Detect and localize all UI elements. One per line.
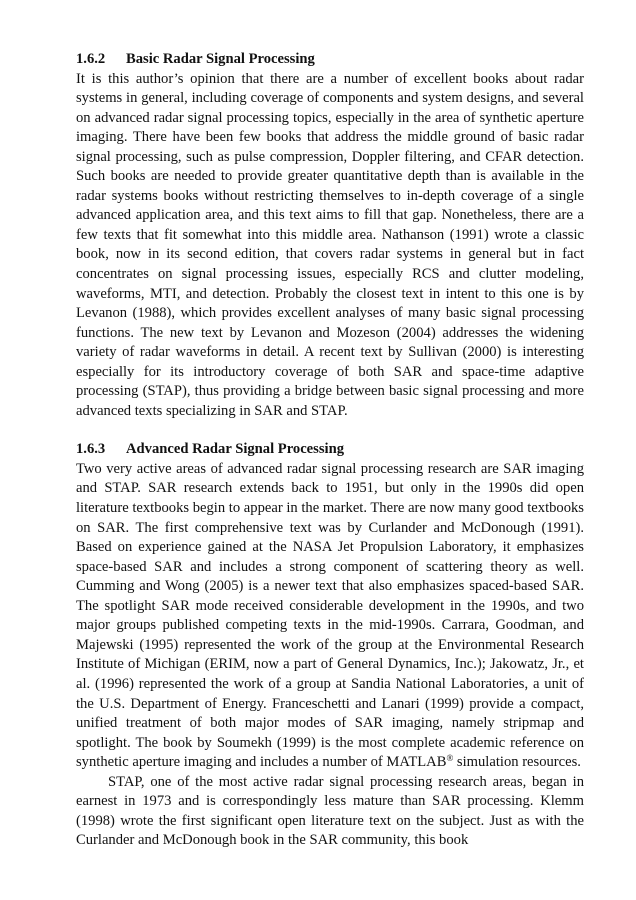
section-spacer [76, 421, 584, 440]
paragraph-advanced-processing [76, 460, 584, 773]
section-number: 1.6.3 [76, 441, 106, 458]
section-number: 1.6.2 [76, 51, 106, 67]
paragraph-text-end: simulation resources. [453, 754, 581, 771]
paragraph-stap: STAP, one of the most active radar signal processing research areas, began in earnest in 1973 and is correspondingly less mature than SAR processing. Klemm (1998) wrote the first significant open literature text on the subject. Just as with the Curlander and McDonough book in the SAR community, this book [76, 773, 584, 849]
section-title: Advanced Radar Signal Processing [126, 441, 344, 458]
registered-trademark: ® [446, 753, 454, 764]
paragraph-text: Two very active areas of advanced radar signal processing research are SAR imaging and STAP. SAR research extends back to 1951, but only in the 1990s did open literature textbooks begin to appear in the market. There are now many good textbooks on SAR. The first comprehensive text was by Curlander and McDonough (1991). Based on experience gained at the NASA Jet Propulsion Laboratory, it emphasizes space-based SAR and includes a strong component of scattering theory as well. Cumming and Wong (2005) is a newer text that also emphasizes spaced-based SAR. The spotlight SAR mode received considerable development in the 1990s, and two major groups published competing texts in the mid-1990s. Carrara, Goodman, and Majewski (1995) represented the work of the group at the Environmental Research Institute of Michigan (ERIM, now a part of General Dynamics, Inc.); Jakowatz, Jr., et al. (1996) represented the work of a group at Sandia National Laboratories, a unit of the U.S. Department of Energy. Franceschetti and Lanari (1999) provide a compact, unified treatment of both major modes of SAR imaging, namely stripmap and spotlight. The book by Soumekh (1999) is the most complete academic reference on synthetic aperture imaging and includes a number of MATLAB [76, 460, 584, 771]
paragraph-basic-processing: It is this author’s opinion that there are a number of excellent books about radar systems in general, including coverage of components and system designs, and several on advanced radar signal processing topics, especially in the area of synthetic aperture imaging. There have been few books that address the middle ground of basic radar signal processing, such as pulse compression, Doppler filtering, and CFAR detection. Such books are needed to provide greater quantitative depth than is available in the radar systems books without restricting themselves to in-depth coverage of a single advanced application area, and this text aims to fill that gap. Nonetheless, there are a few texts that fit somewhat into this middle area. Nathanson (1991) wrote a classic book, now in its second edition, that covers radar systems in general but in fact concentrates on signal processing issues, especially RCS and clutter modeling, waveforms, MTI, and detection. Probably the closest text in intent to this one is by Levanon (1988), which provides excellent analyses of many basic signal processing functions. The new text by Levanon and Mozeson (2004) addresses the widening variety of radar waveforms in detail. A recent text by Sullivan (2000) is interesting especially for its introductory coverage of both SAR and space-time adaptive processing (STAP), thus providing a bridge between basic signal processing and more advanced texts specializing in SAR and STAP. [76, 70, 584, 419]
section-title: Basic Radar Signal Processing [126, 51, 315, 67]
document-page [76, 50, 584, 851]
section-heading-1-6-2 [76, 50, 584, 70]
section-heading-1-6-3 [76, 440, 584, 460]
